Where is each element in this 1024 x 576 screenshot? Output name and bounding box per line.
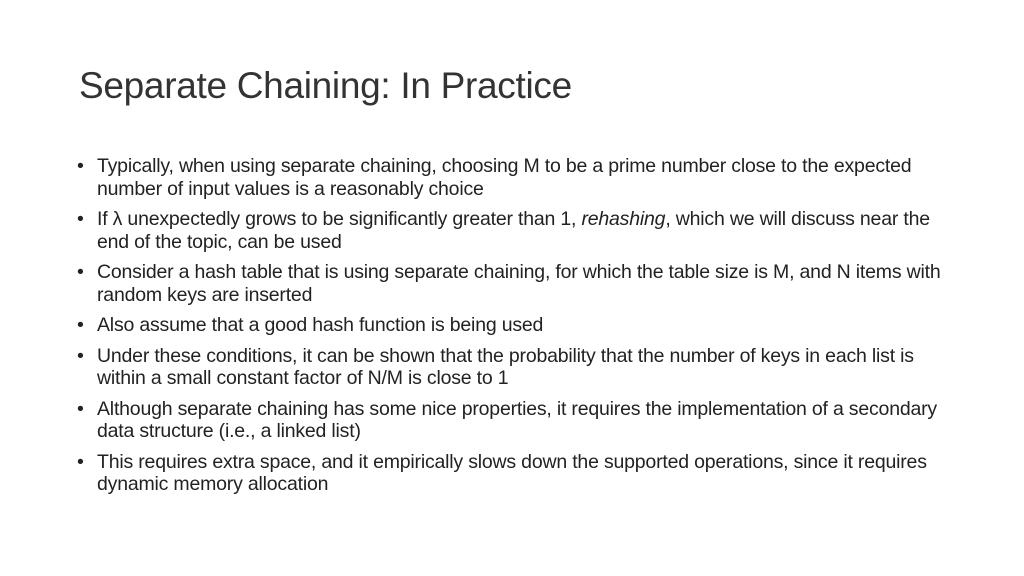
- bullet-item: [77, 397, 957, 443]
- bullet-item: [77, 208, 957, 253]
- bullet-list: [77, 155, 957, 504]
- bullet-dot-icon: •: [77, 261, 84, 283]
- bullet-text: This requires extra space, and it empirically slows down the supported operations, since it requires dynamic memory allocation: [97, 450, 927, 495]
- bullet-dot-icon: •: [77, 314, 84, 336]
- bullet-text-pre: If λ unexpectedly grows to be significantly greater than 1,: [97, 208, 582, 230]
- bullet-text: Consider a hash table that is using separate chaining, for which the table size is M, and N items with random keys are inserted: [97, 261, 941, 306]
- bullet-text: Under these conditions, it can be shown that the probability that the number of keys in each list is within a small constant factor of N/M is close to 1: [97, 344, 914, 389]
- bullet-dot-icon: •: [77, 208, 84, 230]
- bullet-dot-icon: •: [77, 155, 84, 177]
- bullet-dot-icon: •: [77, 397, 84, 420]
- bullet-item: [77, 450, 957, 496]
- bullet-text: Typically, when using separate chaining, choosing M to be a prime number close to the expected number of input values is a reasonably choice: [97, 155, 912, 200]
- bullet-text-post: , which we will discuss near the end of the topic, can be used: [97, 208, 930, 253]
- bullet-item: [77, 155, 957, 200]
- bullet-dot-icon: •: [77, 344, 84, 367]
- bullet-text: Also assume that a good hash function is being used: [97, 314, 544, 336]
- bullet-item: [77, 261, 957, 306]
- bullet-text: Although separate chaining has some nice properties, it requires the implementation of a secondary data structure (i.e., a linked list): [97, 397, 937, 442]
- slide-title: Separate Chaining: In Practice: [79, 65, 572, 106]
- bullet-item: [77, 314, 957, 337]
- bullet-text-emphasis: rehashing: [581, 208, 666, 230]
- bullet-item: [77, 344, 957, 390]
- bullet-dot-icon: •: [77, 450, 84, 473]
